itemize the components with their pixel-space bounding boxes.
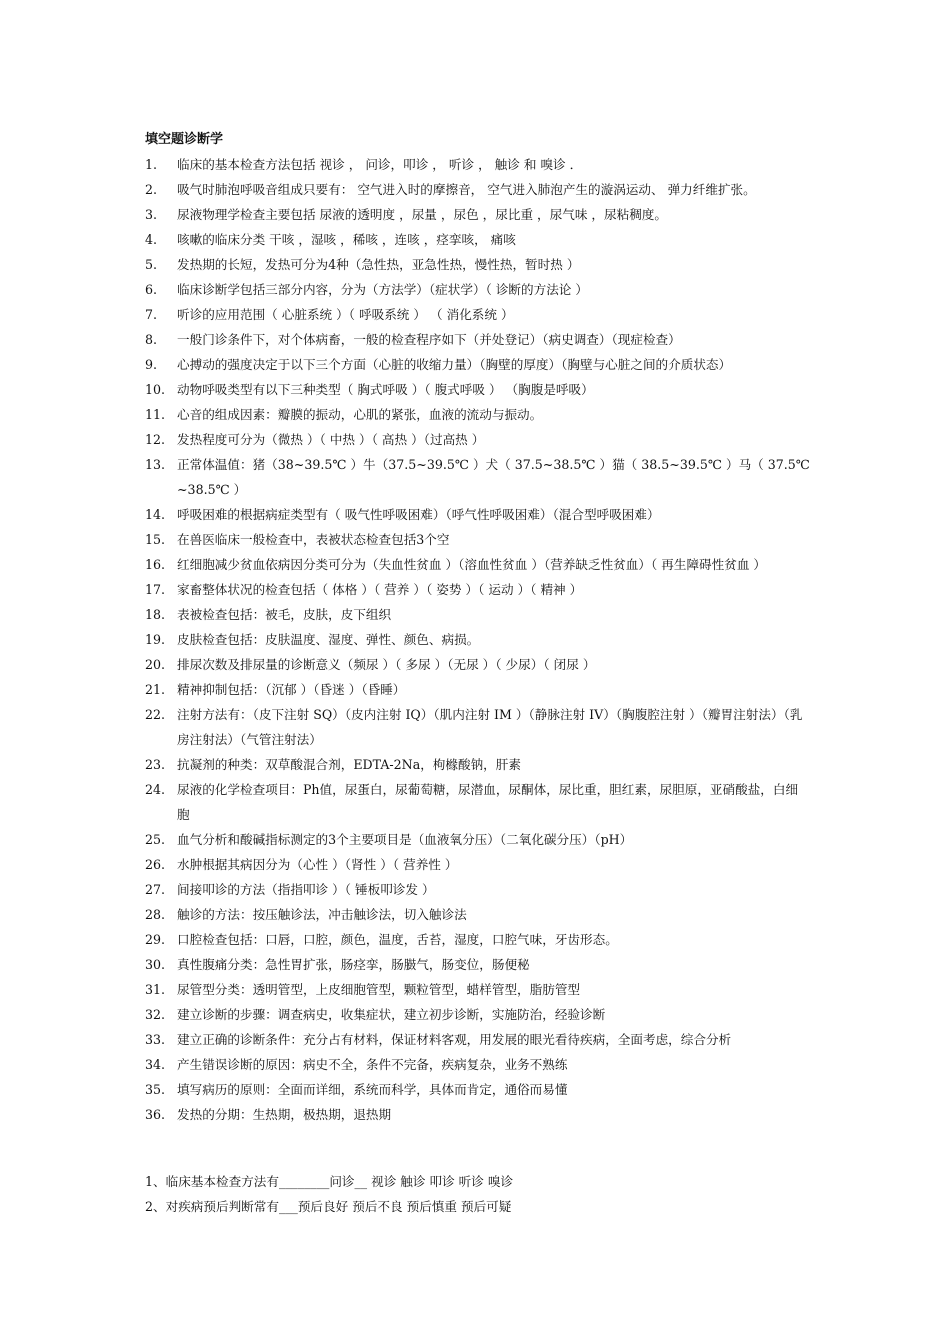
- question-text: 精神抑制包括：（沉郁 ）（昏迷 ）（昏睡）: [177, 682, 406, 697]
- question-item: [145, 852, 810, 877]
- question-text: 尿液物理学检查主要包括 尿液的透明度 ，尿量 ，尿色 ，尿比重 ，尿气味 ，尿粘稠度。: [177, 207, 667, 222]
- question-text: 心音的组成因素：瓣膜的振动，心肌的紧张，血液的流动与振动。: [177, 407, 543, 422]
- question-text: 表被检查包括：被毛，皮肤，皮下组织: [177, 607, 392, 622]
- question-number: 20.: [145, 657, 166, 672]
- question-item: [145, 927, 810, 952]
- question-item: [145, 602, 810, 627]
- question-text: 心搏动的强度决定于以下三个方面（心脏的收缩力量）（胸壁的厚度）（胸壁与心脏之间的介质状态）: [177, 357, 732, 372]
- question-text: 家畜整体状况的检查包括（ 体格 ）（ 营养 ）（ 姿势 ）（ 运动 ）（ 精神 ）: [177, 582, 583, 597]
- question-text: 红细胞减少贫血依病因分类可分为（失血性贫血 ）（溶血性贫血 ）（营养缺乏性贫血）（ 再生障碍性贫血 ）: [177, 557, 767, 572]
- document-title: 填空题诊断学: [145, 132, 224, 147]
- question-number: 18.: [145, 607, 166, 622]
- question-number: 26.: [145, 857, 166, 872]
- question-item: [145, 1002, 810, 1027]
- question-number: 12.: [145, 432, 166, 447]
- question-text: 咳嗽的临床分类 干咳 ，湿咳 ，稀咳 ，连咳 ，痉挛咳， 痛咳: [177, 232, 516, 247]
- question-text: 水肿根据其病因分为（心性 ）（肾性 ）（ 营养性 ）: [177, 857, 458, 872]
- question-number: 7.: [145, 307, 158, 322]
- question-item: [145, 527, 810, 552]
- question-item: [145, 552, 810, 577]
- question-number: 22.: [145, 707, 166, 722]
- question-item: [145, 752, 810, 777]
- question-text: 排尿次数及排尿量的诊断意义（频尿 ）（ 多尿 ）（无尿 ）（ 少尿）（ 闭尿 ）: [177, 657, 596, 672]
- question-number: 28.: [145, 907, 166, 922]
- question-item: [145, 152, 810, 177]
- question-number: 31.: [145, 982, 166, 997]
- question-item: [145, 1102, 810, 1127]
- question-text: 发热期的长短，发热可分为4种（急性热，亚急性热，慢性热，暂时热 ）: [177, 257, 580, 272]
- question-text: 动物呼吸类型有以下三种类型（ 胸式呼吸 ）（ 腹式呼吸 ） （胸腹是呼吸）: [177, 382, 594, 397]
- question-text: 尿液的化学检查项目：Ph值，尿蛋白，尿葡萄糖，尿潜血，尿酮体，尿比重，胆红素，尿胆原，亚硝酸盐，白细胞: [177, 782, 799, 822]
- question-text: 触诊的方法：按压触诊法，冲击触诊法，切入触诊法: [177, 907, 467, 922]
- question-item: [145, 977, 810, 1002]
- question-item: [145, 277, 810, 302]
- question-number: 5.: [145, 257, 158, 272]
- question-text: 正常体温值：猪（38~39.5℃ ）牛（37.5~39.5℃ ）犬（ 37.5~38.5℃ ）猫（ 38.5~39.5℃ ）马（ 37.5℃~38.5℃ ）: [177, 457, 810, 497]
- question-text: 填写病历的原则：全面而详细，系统而科学，具体而肯定，通俗而易懂: [177, 1082, 568, 1097]
- question-number: 11.: [145, 407, 166, 422]
- question-item: [145, 502, 810, 527]
- question-number: 4.: [145, 232, 158, 247]
- question-item: [145, 227, 810, 252]
- question-item: [145, 652, 810, 677]
- question-number: 34.: [145, 1057, 166, 1072]
- question-number: 24.: [145, 782, 166, 797]
- question-text: 临床的基本检查方法包括 视诊 ， 问诊，叩诊 ， 听诊 ， 触诊 和 嗅诊 ．: [177, 157, 583, 172]
- question-text: 呼吸困难的根据病症类型有（ 吸气性呼吸困难）（呼气性呼吸困难）（混合型呼吸困难）: [177, 507, 660, 522]
- question-number: 13.: [145, 457, 166, 472]
- question-number: 21.: [145, 682, 166, 697]
- question-number: 10.: [145, 382, 166, 397]
- question-item: [145, 452, 810, 502]
- question-text: 临床诊断学包括三部分内容，分为（方法学）（症状学）（ 诊断的方法论 ）: [177, 282, 589, 297]
- question-text: 口腔检查包括：口唇，口腔，颜色，温度，舌苔，湿度，口腔气味，牙齿形态。: [177, 932, 618, 947]
- question-text: 发热程度可分为（微热 ）（ 中热 ）（ 高热 ）（过高热 ）: [177, 432, 485, 447]
- question-item: [145, 1077, 810, 1102]
- question-text: 抗凝剂的种类：双草酸混合剂，EDTA-2Na，枸橼酸钠，肝素: [177, 757, 521, 772]
- question-item: [145, 352, 810, 377]
- question-number: 6.: [145, 282, 158, 297]
- question-number: 35.: [145, 1082, 166, 1097]
- question-text: 血气分析和酸碱指标测定的3个主要项目是（血液氧分压）（二氧化碳分压）（pH）: [177, 832, 633, 847]
- question-number: 14.: [145, 507, 166, 522]
- question-text: 在兽医临床一般检查中，表被状态检查包括3个空: [177, 532, 450, 547]
- question-text: 一般门诊条件下，对个体病畜，一般的检查程序如下（并处登记）（病史调查）（现症检查）: [177, 332, 681, 347]
- question-item: [145, 952, 810, 977]
- question-item: [145, 777, 810, 827]
- question-item: [145, 252, 810, 277]
- question-number: 19.: [145, 632, 166, 647]
- question-item: [145, 377, 810, 402]
- question-item: [145, 202, 810, 227]
- question-number: 16.: [145, 557, 166, 572]
- question-number: 30.: [145, 957, 166, 972]
- question-list: [145, 152, 810, 1127]
- question-number: 9.: [145, 357, 158, 372]
- question-text: 真性腹痛分类：急性胃扩张，肠痉挛，肠臌气，肠变位，肠便秘: [177, 957, 530, 972]
- question-number: 33.: [145, 1032, 166, 1047]
- question-number: 8.: [145, 332, 158, 347]
- question-item: [145, 327, 810, 352]
- question-text: 间接叩诊的方法（指指叩诊 ）（ 锤板叩诊发 ）: [177, 882, 435, 897]
- question-number: 27.: [145, 882, 166, 897]
- extra-question-1: 1、临床基本检查方法有________问诊__ 视诊 触诊 叩诊 听诊 嗅诊: [145, 1174, 514, 1189]
- question-item: [145, 827, 810, 852]
- question-number: 2.: [145, 182, 158, 197]
- question-text: 听诊的应用范围（ 心脏系统 ）（ 呼吸系统 ） （ 消化系统 ）: [177, 307, 514, 322]
- question-item: [145, 177, 810, 202]
- question-item: [145, 1052, 810, 1077]
- question-text: 建立正确的诊断条件：充分占有材料，保证材料客观，用发展的眼光看待疾病，全面考虑，综合分析: [177, 1032, 732, 1047]
- question-item: [145, 677, 810, 702]
- question-text: 尿管型分类：透明管型，上皮细胞管型，颗粒管型，蜡样管型，脂肪管型: [177, 982, 580, 997]
- question-text: 吸气时肺泡呼吸音组成只要有： 空气进入时的摩擦音， 空气进入肺泡产生的漩涡运动、 弹力纤维扩张。: [177, 182, 756, 197]
- question-number: 25.: [145, 832, 166, 847]
- question-text: 注射方法有：（皮下注射 SQ）（皮内注射 IQ）（肌内注射 IM ）（静脉注射 IV）（胸腹腔注射 ）（瓣胃注射法）（乳房注射法）（气管注射法）: [177, 707, 803, 747]
- question-number: 3.: [145, 207, 158, 222]
- question-number: 36.: [145, 1107, 166, 1122]
- extra-question-2: 2、对疾病预后判断常有___预后良好 预后不良 预后慎重 预后可疑: [145, 1199, 512, 1214]
- question-item: [145, 877, 810, 902]
- question-text: 发热的分期：生热期，极热期，退热期: [177, 1107, 392, 1122]
- question-item: [145, 902, 810, 927]
- question-number: 15.: [145, 532, 166, 547]
- question-text: 建立诊断的步骤：调查病史，收集症状，建立初步诊断，实施防治，经验诊断: [177, 1007, 606, 1022]
- question-number: 1.: [145, 157, 158, 172]
- question-item: [145, 302, 810, 327]
- question-item: [145, 427, 810, 452]
- question-number: 29.: [145, 932, 166, 947]
- question-text: 皮肤检查包括：皮肤温度、湿度、弹性、颜色、病损。: [177, 632, 480, 647]
- question-item: [145, 702, 810, 752]
- question-item: [145, 627, 810, 652]
- question-number: 17.: [145, 582, 166, 597]
- question-item: [145, 1027, 810, 1052]
- question-number: 23.: [145, 757, 166, 772]
- question-item: [145, 402, 810, 427]
- question-item: [145, 577, 810, 602]
- question-text: 产生错误诊断的原因：病史不全，条件不完备，疾病复杂，业务不熟练: [177, 1057, 568, 1072]
- question-number: 32.: [145, 1007, 166, 1022]
